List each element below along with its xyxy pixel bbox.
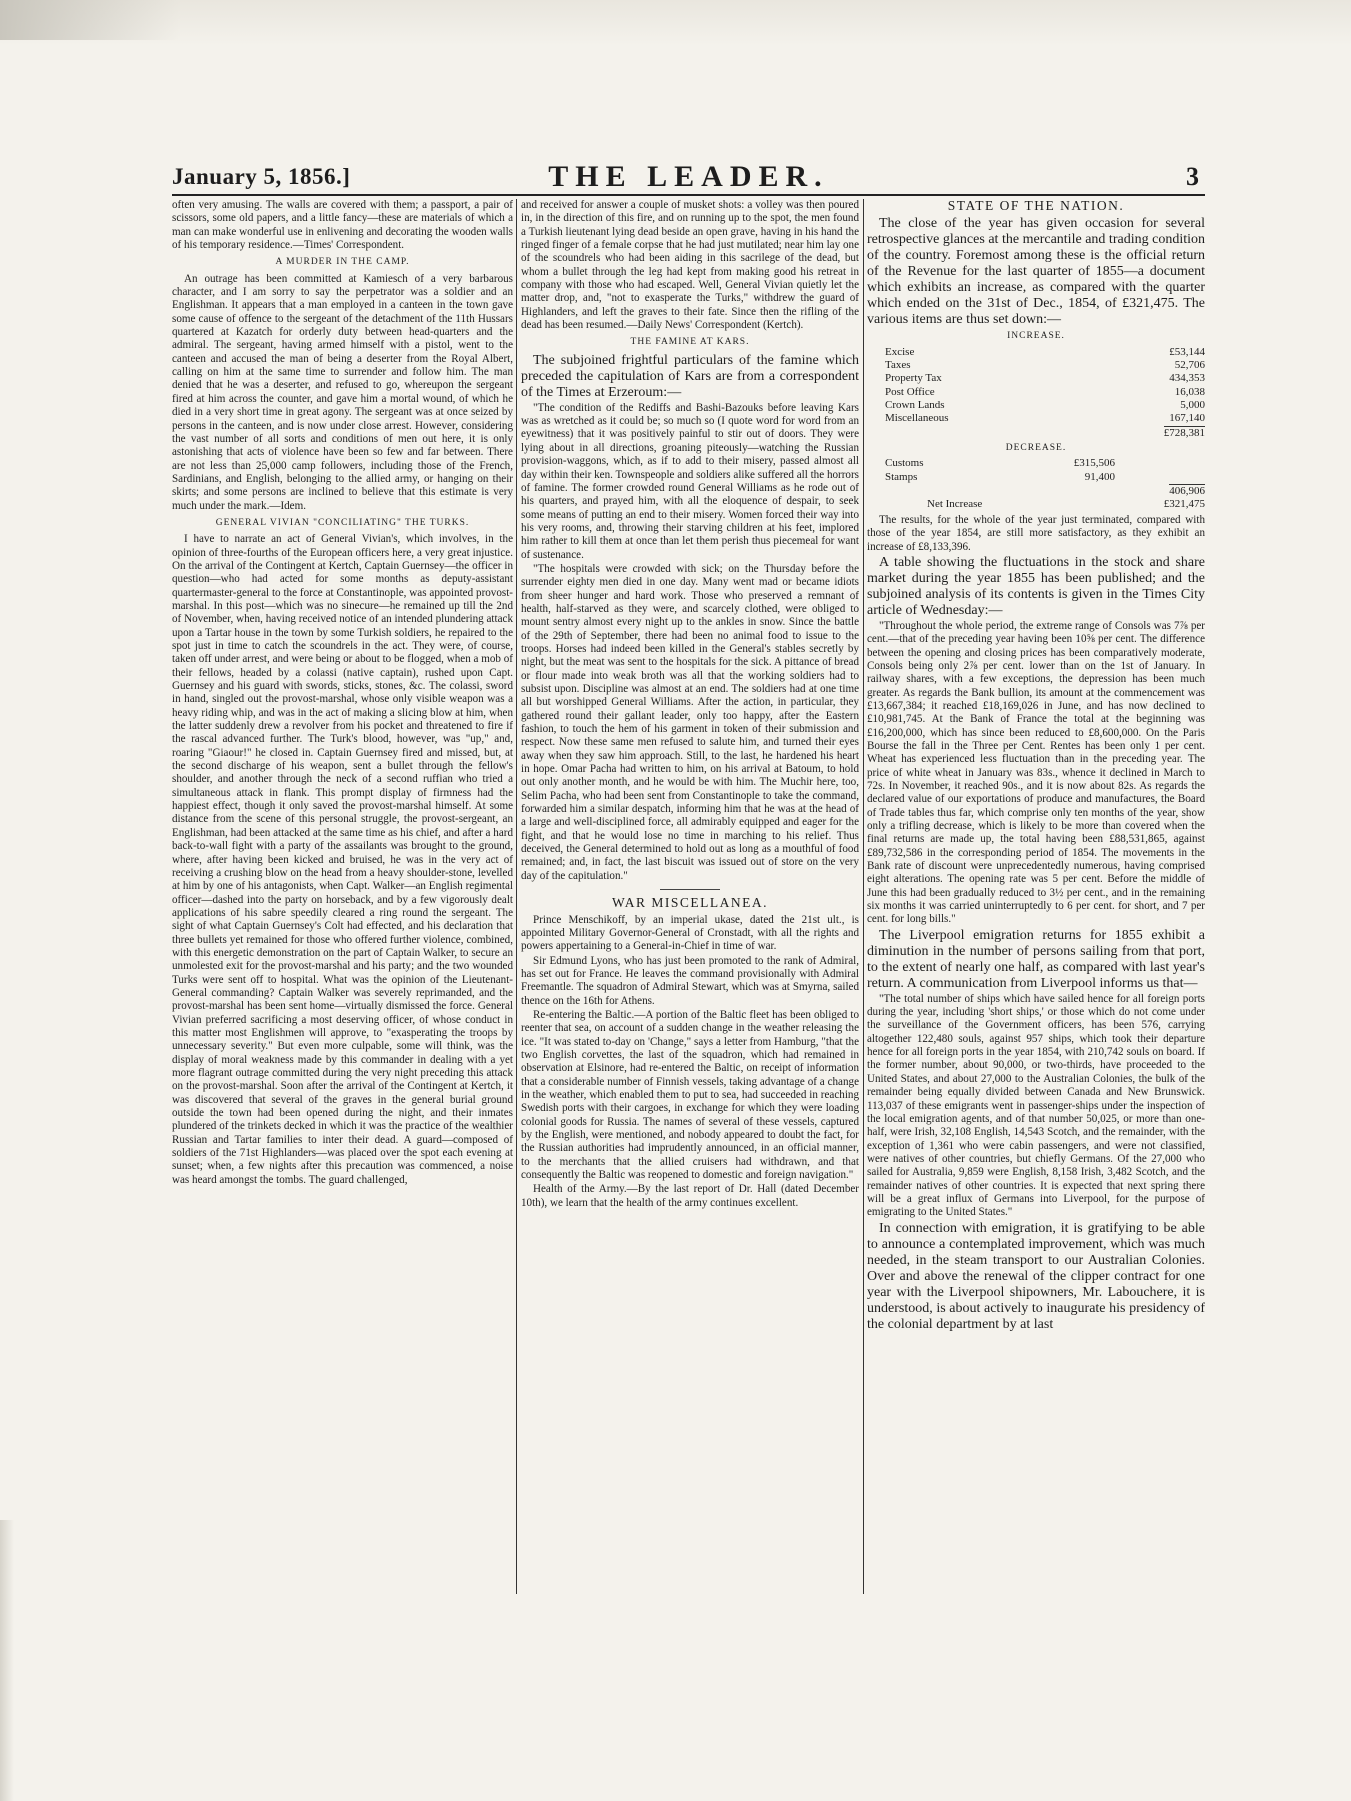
table-row: Taxes 52,706 [885, 359, 1205, 372]
article-lead-paragraph: The subjoined frightful particulars of the famine which preceded the capitulation of Kars are from a correspondent of the Times at Erzeroum:— [521, 352, 859, 400]
article-paragraph: Health of the Army.—By the last report of Dr. Hall (dated December 10th), we learn that the health of the army continues excellent. [521, 1183, 859, 1209]
article-lead-paragraph: The Liverpool emigration returns for 1855 exhibit a diminution in the number of persons sailing from that port, to the extent of nearly one half, as compared with last year's return. A communication from Liverpool informs us that— [867, 927, 1205, 991]
article-paragraph: Sir Edmund Lyons, who has just been promoted to the rank of Admiral, has set out for France. He leaves the command provisionally with Admiral Freemantle. The squadron of Admiral Stewart, which was at Smyrna, sailed thence on the 16th for Athens. [521, 954, 859, 1007]
decrease-total-row: 406,906 [1169, 485, 1205, 498]
issue-date: January 5, 1856.] [172, 164, 351, 189]
section-heading-war: WAR MISCELLANEA. [612, 895, 768, 911]
table-row: Property Tax 434,353 [885, 372, 1205, 385]
column-rule-2 [863, 199, 864, 1594]
article-paragraph: and received for answer a couple of musket shots: a volley was then poured in, in the direction of this fire, and on running up to the spot, the men found a Turkish lieutenant lying dead beside an open grave, having in his hand the ringed finger of a female corpse that he had just mutilated; near him lay one of the scoundrels who had been aiding in this sacrilege of the dead, but whom a bullet through the leg had kept from making good his retreat in company with those who had escaped. Well, General Vivian quietly let the matter drop, and, "not to exasperate the Turks," withdrew the guard of Highlanders, and left the graves to their fate. Since then the rifling of the dead has been resumed.—Daily News' Correspondent (Kertch). [521, 199, 859, 332]
column-2 [521, 199, 859, 1591]
article-paragraph: I have to narrate an act of General Vivian's, which involves, in the opinion of three-fourths of the European officers here, a very great injustice. On the arrival of the Contingent at Kertch, Captain Guernsey—the officer in question—who had acted for some months as deputy-assistant quartermaster-general to the force at Constantinople, was appointed provost-marshal. In this post—which was no sinecure—he remained up till the 2nd of November, when, having received notice of an intended plundering attack upon a Tartar house in the town by some Turkish soldiers, he repaired to the spot just in time to catch the scoundrels in the act. They were, of course, taken off under arrest, and were being or about to be flogged, when a mob of their fellows, headed by a colassi (native captain), rushed upon Capt. Guernsey and his guard with swords, sticks, stones, &c. The colassi, sword in hand, singled out the provost-marshal, whose only visible weapon was a heavy riding whip, and was in the act of making a slicing blow at him, when the latter suddenly drew a revolver from his pocket and threatened to fire if the rascal advanced further. The Turk's blood, however, was "up," and, roaring "Giaour!" he closed in. Captain Guernsey fired and missed, but, at the second discharge of his weapon, sent a bullet through the fellow's shoulder, and another through the neck of a second ruffian who tried a simultaneous attack in flank. This prompt display of firmness had the happiest effect, though it only saved the provost-marshal himself. At some distance from the scene of this personal struggle, the provost-sergeant, an Englishman, had been attacked at the same time as his chief, and after a hard back-to-wall fight with a party of the assailants was brought to the ground, where, after having been kicked and bruised, he was in the very act of receiving a crushing blow on the head from a heavy shoulder-stone, levelled at him by one of his antagonists, when Capt. Walker—an English regimental officer—dashed into the party on horseback, and by a few vigorously dealt applications of his sabre speedily cleared a ring round the sergeant. The sight of what Captain Guernsey's Colt had effected, and his declaration that three bullets yet remained for those who offered further violence, combined, with this energetic demonstration on the part of Captain Walker, to secure an unmolested exit for the provost-marshal and his party; and the two wounded Turks were sent off to hospital. What was the opinion of the Lieutenant-General commanding? Captain Walker was severely reprimanded, and the provost-marshal has been sent home—virtually dismissed the force. General Vivian preferred sacrificing a most deserving officer, of whose conduct in this matter most Englishmen will approve, to "exasperating the troops by unnecessary severity." But even more culpable, some will think, was the display of moral weakness made by this commander in dealing with a yet more flagrant outrage committed during the very night preceding this attack on the provost-marshal. Soon after the arrival of the Contingent at Kertch, it was discovered that several of the graves in the general burial ground outside the town had been opened during the night, and their inmates plundered of the trinkets decked in which it was the practice of the wealthier Russian and Tartar families to inter their dead. A guard—composed of soldiers of the 71st Highlanders—was placed over the spot each evening at sunset; when, a few nights after this precaution was commenced, a noise was heard amongst the tombs. The guard challenged, [172, 533, 513, 1186]
article-lead-paragraph: A table showing the fluctuations in the stock and share market during the year 1855 has been published; and the subjoined analysis of its contents is given in the Times City article of Wednesday:— [867, 554, 1205, 618]
article-lead-paragraph: The close of the year has given occasion for several retrospective glances at the mercantile and trading condition of the country. Foremost among these is the official return of the Revenue for the last quarter of 1855—a document which exhibits an increase, as compared with the quarter which ended on the 31st of Dec., 1854, of £321,475. The various items are thus set down:— [867, 216, 1205, 328]
decrease-label: DECREASE. [1005, 443, 1067, 454]
article-paragraph: An outrage has been committed at Kamiesch of a very barbarous character, and I am sorry to say the perpetrator was a soldier and an Englishman. It appears that a man employed in a canteen in the town gave some cause of offence to the sergeant of the detachment of the 11th Hussars quartered at Kazatch for orderly duty between head-quarters and the admiral. The sergeant, having armed himself with a pistol, went to the canteen and accused the man of being a deserter from the Royal Albert, calling on him at the same time to surrender and follow him. The man denied that he was a deserter, and refused to go, whereupon the sergeant fired at him across the counter, and gave him a mortal wound, of which he died in a very short time in great agony. The sergeant was at once seized by persons in the canteen, and is now under close arrest. However, considering the vast number of all sorts and conditions of men out here, it is only astonishing that acts of violence have been so few and far between. There are not less than 25,000 camp followers, including those of the French, Sardinians, and English, belonging to the allied army, or hanging on their skirts; and some persons are inclined to believe that this estimate is very much under the mark.—Idem. [172, 272, 513, 512]
table-row: Excise £53,144 [885, 345, 1205, 358]
masthead-title: THE LEADER. [548, 160, 829, 193]
article-paragraph: "The total number of ships which have sailed hence for all foreign ports during the year, including 'short ships,' or those which do not come under the surveillance of the Government officers, has been 576, carrying altogether 122,480 souls, against 957 ships, which took their departure hence for all foreign ports in the year 1854, with 210,742 souls on board. If the former number, about 90,000, or two-thirds, have proceeded to the United States, and about 27,000 to the Australian Colonies, the bulk of the remainder being equally divided between Canada and New Brunswick. 113,037 of these emigrants went in passenger-ships under the inspection of the local emigration agents, and of that number 50,025, or more than one-half, were Irish, 32,108 English, 14,543 Scotch, and the remainder, with the exception of 1,361 who were cabin passengers, and were not classified, were natives of other countries, but chiefly Germans. Of the 27,000 who sailed for Australia, 9,859 were English, 8,158 Irish, 3,482 Scotch, and the remainder natives of other countries. It is expected that next spring there will be a great influx of Germans into Liverpool, for the purpose of emigrating to the United States." [867, 992, 1205, 1219]
article-paragraph: "The condition of the Rediffs and Bashi-Bazouks before leaving Kars was as wretched as it could be; so much so (I quote word for word from an eyewitness) that it was positively painful to stir out of doors. They were lying about in all directions, groaning piteously—watching the Russian provision-waggons, which, as if to add to their misery, passed almost all day within their ken. Townspeople and soldiers alike suffered all the horrors of famine. The former crowded round General Williams as he rode out of his quarters, and prayed him, with all the eloquence of despair, to seek some means of putting an end to their misery. Women forced their way into his very rooms, and, throwing their starving children at his feet, implored him rather to kill them at once than let them perish thus piecemeal for want of sustenance. [521, 401, 859, 561]
column-3 [867, 199, 1205, 1591]
article-paragraph: "The hospitals were crowded with sick; on the Thursday before the surrender eighty men died in one day. Many went mad or became idiots from sheer hunger and hard work. Those who preserved a remnant of health, half-starved as they were, and scarcely clothed, were obliged to mount sentry almost every night up to the ankles in snow. Since the battle of the 29th of September, there had been no animal food to issue to the troops. Horses had indeed been killed in the General's stables secretly by night, but the meat was sent to the hospitals for the sick. A pittance of bread or flour made into weak broth was all that the working soldiers had to subsist upon. Discipline was almost at an end. The soldiers had at one time all but worshipped General Williams. After the action, in particular, they gathered round their gallant leader, only too happy, after the Eastern fashion, to touch the hem of his garment in token of their submission and respect. Now these same men refused to salute him, and turned their eyes away when they saw him approach. Still, to the last, he hardened his heart in hope. Omar Pacha had written to him, on his arrival at Batoum, to hold out only another month, and he would be with him. The Muchir here, too, Selim Pacha, who had been sent from Constantinople to take the command, forwarded him a similar despatch, informing him that he was at the head of a large and well-disciplined force, all admirably equipped and eager for the fight, and that he would lose no time in marching to his relief. Thus deceived, the General determined to hold out as long as a mouthful of food remained; and, in fact, the last biscuit was issued out of store on the very day of the capitulation." [521, 562, 859, 882]
scan-smudge [0, 0, 180, 40]
table-row: Crown Lands 5,000 [885, 399, 1205, 412]
increase-label: INCREASE. [1007, 331, 1065, 342]
article-paragraph: "Throughout the whole period, the extreme range of Consols was 7⅞ per cent.—that of the preceding year having been 10⅝ per cent. The difference between the opening and closing prices has been comparatively moderate, Consols being only 2⅞ per cent. lower than on the 1st of January. In railway shares, with a few exceptions, the depression has been much greater. As regards the Bank bullion, its amount at the commencement was £13,667,384; it reached £18,169,026 in June, and has now declined to £10,981,745. At the Bank of France the total at the beginning was £16,200,000, which has since been reduced to £8,600,000. On the Paris Bourse the fall in the Three per Cent. Rentes has been only 1 per cent. Wheat has experienced less fluctuation than in the preceding year. The price of white wheat in January was 83s., whence it declined in March to 72s. In November, it reached 90s., and it is now about 82s. As regards the declared value of our exportations of produce and manufactures, the Board of Trade tables thus far, which comprise only ten months of the year, show only a trifling decrease, which is likely to be more than covered when the final returns are made up, the total having been £88,531,865, against £89,732,586 in the corresponding period of 1854. The movements in the Bank rate of discount were unprecedentedly numerous, having comprised eight alterations. The opening rate was 5 per cent. Before the middle of June this had been gradually reduced to 3½ per cent., and in the remaining six months it was carried uninterruptedly to 6 per cent. for short, and 7 per cent. for long bills." [867, 619, 1205, 926]
increase-total-row: £728,381 [1163, 426, 1205, 439]
article-lead-paragraph: In connection with emigration, it is gratifying to be able to announce a contemplated improvement, which was much needed, in the steam transport to our Australian Colonies. Over and above the renewal of the clipper contract for one year with the Liverpool shipowners, Mr. Labouchere, it is understood, is about actively to inaugurate his presidency of the colonial department by at last [867, 1220, 1205, 1332]
table-row: Miscellaneous 167,140 [885, 412, 1205, 425]
column-rule-1 [516, 199, 517, 1594]
page-number: 3 [1186, 162, 1199, 191]
article-paragraph: often very amusing. The walls are covered with them; a passport, a pair of scissors, some old papers, and a little fancy—these are materials of which a man can make wonderful use in enlivening and decorating the wooden walls of his temporary residence.—Times' Correspondent. [172, 199, 513, 252]
section-heading-vivian: GENERAL VIVIAN "CONCILIATING" THE TURKS. [215, 517, 470, 528]
table-row: Customs £315,506 [885, 457, 1115, 470]
section-heading-state: STATE OF THE NATION. [947, 199, 1125, 213]
article-paragraph: The results, for the whole of the year just terminated, compared with those of the year 1854, are still more satisfactory, as they exhibit an increase of £8,133,396. [867, 513, 1205, 553]
section-divider [660, 889, 720, 890]
section-heading-murder: A MURDER IN THE CAMP. [275, 257, 410, 268]
table-row: Stamps 91,400 [885, 470, 1115, 483]
section-heading-famine: THE FAMINE AT KARS. [630, 337, 750, 348]
page-top-band [0, 0, 1351, 46]
table-row: Post Office 16,038 [885, 385, 1205, 398]
page-header [172, 160, 1205, 196]
column-1 [172, 199, 513, 1591]
scan-edge-shadow [0, 1520, 14, 1801]
article-paragraph: Re-entering the Baltic.—A portion of the Baltic fleet has been obliged to reenter that sea, on account of a sudden change in the weather releasing the ice. "It was stated to-day on 'Change," says a letter from Hamburg, "that the two English corvettes, the last of the squadron, which had remained in observation at Elsinore, had re-entered the Baltic, on receipt of information that a considerable number of Finnish vessels, taking advantage of a change in the weather, which enabled them to put to sea, had succeeded in reaching Swedish ports with their cargoes, in exchange for which they were loading colonial goods for Russia. The names of several of these vessels, captured by the English, were mentioned, and nobody appeared to doubt the fact, for the Russian authorities had imprudently announced, in an official manner, to the merchants that the allied cruisers had withdrawn, and that consequently the Baltic was reopened to domestic and foreign navigation." [521, 1008, 859, 1182]
revenue-table [867, 330, 1205, 511]
net-increase-row: Net Increase £321,475 [927, 498, 1205, 511]
article-paragraph: Prince Menschikoff, by an imperial ukase, dated the 21st ult., is appointed Military Governor-General of Cronstadt, with all the rights and powers appertaining to a General-in-Chief in time of war. [521, 913, 859, 953]
